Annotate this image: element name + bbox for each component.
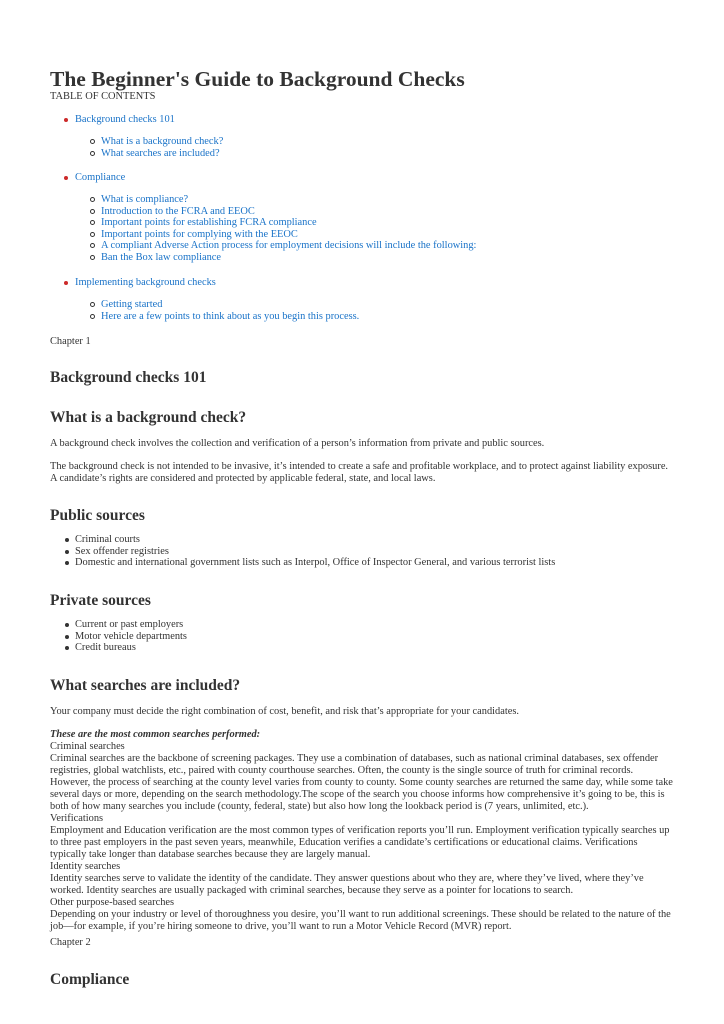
what-searches-heading: What searches are included?	[50, 677, 241, 694]
private-source-item: Current or past employers	[75, 619, 184, 630]
toc-label: TABLE OF CONTENTS	[50, 91, 156, 102]
toc-link-compliance[interactable]: Compliance	[75, 172, 126, 183]
toc-link-what-searches[interactable]: What searches are included?	[101, 148, 220, 159]
chapter-1-heading: Background checks 101	[50, 369, 207, 386]
toc-link-ban-the-box[interactable]: Ban the Box law compliance	[101, 252, 222, 263]
identity-searches-title: Identity searches	[50, 861, 121, 872]
criminal-searches-text: Criminal searches are the backbone of screening packages. They use a combination of databases, such as national criminal databases, sex offender registries, global watchlists, etc., paired with county courthouse searches. Often, the county is the single source of truth for criminal records. However, the process of searching at the county level varies from county to county. Some county searches are returned the same day, while some take several days or more, depending on the search methodology.The scope of the search you choose informs how comprehensive it’s going to be, this is both of how many searches you include (county, federal, state) but also how long the lookback period is (7 years, unlimited, etc.).	[50, 753, 673, 812]
private-source-item: Credit bureaus	[75, 642, 136, 653]
public-source-item: Criminal courts	[75, 534, 140, 545]
toc-link-what-is-background-check[interactable]: What is a background check?	[101, 136, 224, 147]
toc-link-fcra-compliance[interactable]: Important points for establishing FCRA compliance	[101, 217, 317, 228]
toc-link-adverse-action[interactable]: A compliant Adverse Action process for employment decisions will include the following:	[101, 240, 477, 251]
toc-link-what-is-compliance[interactable]: What is compliance?	[101, 194, 189, 205]
toc-link-background-checks-101[interactable]: Background checks 101	[75, 114, 175, 125]
toc-link-implementing[interactable]: Implementing background checks	[75, 277, 216, 288]
chapter-2-label: Chapter 2	[50, 937, 91, 948]
what-is-paragraph-2: The background check is not intended to be invasive, it’s intended to create a safe and profitable workplace, and to protect against liability exposure. A candidate’s rights are considered and protected by applicable federal, state, and local laws.	[50, 461, 669, 484]
searches-intro: Your company must decide the right combination of cost, benefit, and risk that’s appropriate for your candidates.	[50, 706, 520, 717]
toc-link-getting-started[interactable]: Getting started	[101, 299, 163, 310]
what-is-paragraph-1: A background check involves the collection and verification of a person’s information from private and public sources.	[50, 438, 545, 449]
toc-link-fcra-eeoc-intro[interactable]: Introduction to the FCRA and EEOC	[101, 206, 255, 217]
private-sources-heading: Private sources	[50, 592, 151, 609]
public-source-item: Sex offender registries	[75, 546, 169, 557]
toc-link-eeoc-compliance[interactable]: Important points for complying with the EEOC	[101, 229, 298, 240]
verifications-title: Verifications	[50, 813, 104, 824]
other-searches-title: Other purpose-based searches	[50, 897, 175, 908]
what-is-background-check-heading: What is a background check?	[50, 409, 247, 426]
private-source-item: Motor vehicle departments	[75, 631, 187, 642]
searches-detail-block	[50, 729, 674, 933]
page-title: The Beginner's Guide to Background Checks	[50, 67, 465, 91]
common-searches-label: These are the most common searches performed:	[50, 729, 261, 740]
verifications-text: Employment and Education verification are the most common types of verification reports you’ll run. Employment verification typically searches up to three past employers in the past seven years, meanwhile, Education verifies a candidate’s certifications or educational claims. Verifications typically take longer than database searches because they are largely manual.	[50, 825, 670, 860]
public-sources-heading: Public sources	[50, 507, 145, 524]
chapter-2-heading: Compliance	[50, 971, 130, 988]
public-source-item: Domestic and international government lists such as Interpol, Office of Inspector General, and various terrorist lists	[75, 557, 556, 568]
identity-searches-text: Identity searches serve to validate the identity of the candidate. They answer questions about who they are, where they’ve lived, where they’ve worked. Identity searches are usually packaged with criminal searches, because they serve as a pointer for locations to search.	[50, 873, 644, 896]
toc-link-points-to-think[interactable]: Here are a few points to think about as you begin this process.	[101, 311, 360, 322]
other-searches-text: Depending on your industry or level of thoroughness you desire, you’ll want to run additional screenings. These should be related to the nature of the job—for example, if you’re hiring someone to drive, you’ll want to run a Motor Vehicle Record (MVR) report.	[50, 909, 671, 932]
chapter-1-label: Chapter 1	[50, 336, 91, 347]
criminal-searches-title: Criminal searches	[50, 741, 125, 752]
